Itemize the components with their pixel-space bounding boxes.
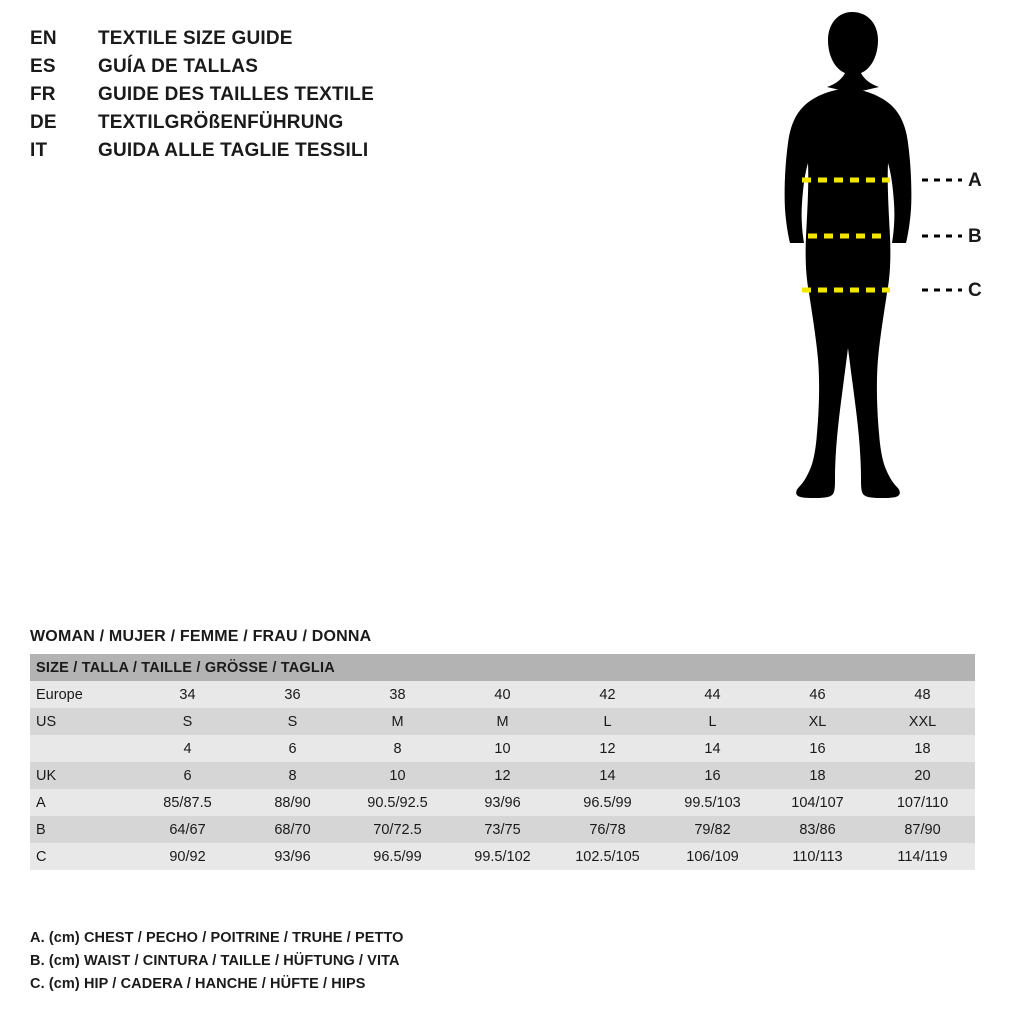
table-row: [30, 762, 975, 789]
language-code-it: IT: [30, 140, 48, 161]
cell: 18: [809, 767, 826, 784]
title-row-es: [30, 56, 550, 82]
cell: 106/109: [686, 848, 739, 865]
title-text-en: TEXTILE SIZE GUIDE: [98, 28, 293, 49]
language-code-de: DE: [30, 112, 57, 133]
cell: L: [708, 713, 717, 730]
figure-panel: [740, 8, 1010, 638]
cell: S: [182, 713, 193, 730]
title-text-es: GUÍA DE TALLAS: [98, 56, 259, 77]
measure-label-b: B: [968, 226, 982, 247]
cell: 8: [288, 767, 297, 784]
cell: M: [391, 713, 404, 730]
cell: 114/119: [897, 848, 948, 865]
legend-item-c: C. (cm) HIP / CADERA / HANCHE / HÜFTE / HIPS: [30, 976, 366, 992]
cell: 110/113: [792, 848, 843, 865]
cell: 16: [704, 767, 721, 784]
cell: 83/86: [799, 821, 836, 838]
row-label-c: C: [36, 848, 47, 865]
section-title: WOMAN / MUJER / FEMME / FRAU / DONNA: [30, 628, 372, 645]
cell: 12: [599, 740, 616, 757]
cell: 18: [914, 740, 931, 757]
legend-block: [30, 930, 630, 999]
title-row-it: [30, 140, 550, 166]
title-row-fr: [30, 84, 550, 110]
row-label-europe: Europe: [36, 686, 83, 703]
cell: 4: [183, 740, 192, 757]
cell: M: [496, 713, 509, 730]
cell: 38: [389, 686, 406, 703]
language-code-es: ES: [30, 56, 56, 77]
cell: 10: [494, 740, 511, 757]
table-header-row: [30, 654, 975, 681]
cell: 8: [393, 740, 402, 757]
cell: 87/90: [904, 821, 941, 838]
cell: 20: [914, 767, 931, 784]
measure-label-a: A: [968, 170, 982, 191]
cell: 44: [704, 686, 721, 703]
row-label-us: US: [36, 713, 57, 730]
cell: 93/96: [484, 794, 521, 811]
cell: 90/92: [169, 848, 206, 865]
cell: 6: [183, 767, 192, 784]
cell: 70/72.5: [373, 821, 422, 838]
table-row: [30, 735, 975, 762]
cell: 16: [809, 740, 826, 757]
legend-item-a: A. (cm) CHEST / PECHO / POITRINE / TRUHE / PETTO: [30, 930, 404, 946]
table-row: [30, 681, 975, 708]
language-code-fr: FR: [30, 84, 56, 105]
title-text-de: TEXTILGRÖßENFÜHRUNG: [98, 112, 344, 133]
row-label-uk: UK: [36, 767, 57, 784]
row-label-b: B: [36, 821, 46, 838]
cell: 14: [704, 740, 721, 757]
cell: 96.5/99: [373, 848, 422, 865]
legend-item-b: B. (cm) WAIST / CINTURA / TAILLE / HÜFTUNG / VITA: [30, 953, 400, 969]
cell: 107/110: [896, 794, 949, 811]
cell: L: [603, 713, 612, 730]
cell: S: [287, 713, 298, 730]
size-table-section: [30, 628, 975, 870]
title-block: [30, 28, 550, 168]
cell: 34: [179, 686, 196, 703]
size-table: [30, 654, 975, 870]
cell: 79/82: [694, 821, 731, 838]
cell: 68/70: [274, 821, 311, 838]
cell: 104/107: [791, 794, 844, 811]
cell: 36: [284, 686, 301, 703]
measure-label-c: C: [968, 280, 982, 301]
language-code-en: EN: [30, 28, 57, 49]
cell: 76/78: [589, 821, 626, 838]
row-label-a: A: [36, 794, 46, 811]
cell: XXL: [908, 713, 937, 730]
cell: 14: [599, 767, 616, 784]
cell: 88/90: [274, 794, 311, 811]
cell: 40: [494, 686, 511, 703]
cell: 48: [914, 686, 931, 703]
cell: 102.5/105: [575, 848, 640, 865]
cell: 96.5/99: [583, 794, 632, 811]
title-text-it: GUIDA ALLE TAGLIE TESSILI: [98, 140, 369, 161]
row-label-us-numeric: [30, 735, 135, 762]
female-silhouette-icon: [740, 8, 1010, 638]
cell: 93/96: [274, 848, 311, 865]
cell: 85/87.5: [163, 794, 212, 811]
table-row: [30, 843, 975, 870]
cell: 10: [389, 767, 406, 784]
cell: 99.5/102: [474, 848, 531, 865]
table-header-label: SIZE / TALLA / TAILLE / GRÖSSE / TAGLIA: [36, 659, 335, 676]
title-row-en: [30, 28, 550, 54]
cell: 6: [288, 740, 297, 757]
cell: 46: [809, 686, 826, 703]
cell: 99.5/103: [684, 794, 741, 811]
table-row: [30, 816, 975, 843]
table-row: [30, 708, 975, 735]
cell: 12: [494, 767, 511, 784]
cell: 64/67: [169, 821, 206, 838]
cell: XL: [808, 713, 827, 730]
cell: 42: [599, 686, 616, 703]
title-row-de: [30, 112, 550, 138]
cell: 73/75: [484, 821, 521, 838]
title-text-fr: GUIDE DES TAILLES TEXTILE: [98, 84, 374, 105]
table-row: [30, 789, 975, 816]
cell: 90.5/92.5: [367, 794, 428, 811]
